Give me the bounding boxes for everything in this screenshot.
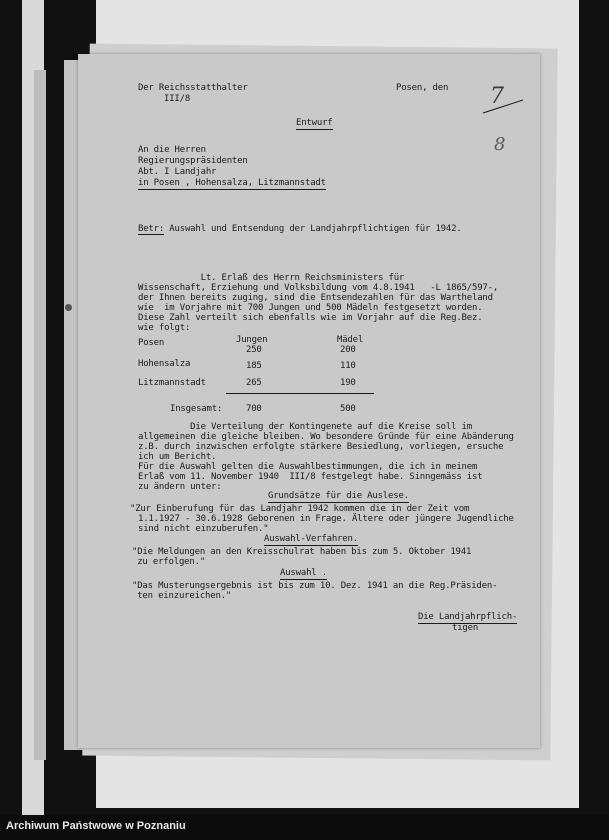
- table-madel: 190: [340, 378, 356, 388]
- address-line: Regierungspräsidenten: [138, 156, 248, 166]
- section-line: zu erfolgen.": [132, 557, 206, 567]
- table-total-jungen: 700: [246, 404, 262, 414]
- archive-credit: Archiwum Państwowe w Poznaniu: [6, 820, 186, 832]
- address-line: in Posen , Hohensalza, Litzmannstadt: [138, 178, 326, 188]
- place-date: Posen, den: [396, 83, 449, 93]
- table-region: Litzmannstadt: [138, 378, 206, 388]
- address-line: An die Herren: [138, 145, 206, 155]
- body-line: Lt. Erlaß des Herrn Reichsministers für: [138, 273, 405, 283]
- body-line: der Ihnen bereits zuging, sind die Entsendezahlen für das Wartheland: [138, 293, 493, 303]
- footer-bar: [0, 815, 609, 840]
- section-line: "Die Meldungen an den Kreisschulrat haben bis zum 5. Oktober 1941: [132, 547, 472, 557]
- body-line: Für die Auswahl gelten die Auswahlbestimmungen, die ich in meinem: [138, 462, 478, 472]
- table-madel: 110: [340, 361, 356, 371]
- section-title-grundsatze: Grundsätze für die Auslese.: [268, 491, 409, 501]
- section-line: "Zur Einberufung für das Landjahr 1942 kommen die in der Zeit vom: [130, 504, 470, 514]
- table-madel: 200: [340, 345, 356, 355]
- document-page: [78, 54, 540, 748]
- subject-label: Betr:: [138, 224, 165, 234]
- table-header-jungen: Jungen: [236, 335, 268, 345]
- body-line: ich um Bericht.: [138, 452, 217, 462]
- draft-marker: Entwurf: [296, 118, 333, 128]
- table-jungen: 185: [246, 361, 262, 371]
- handwritten-number: 8: [494, 134, 506, 155]
- body-line: wie folgt:: [138, 323, 191, 333]
- table-region: Posen: [138, 338, 165, 348]
- table-region: Hohensalza: [138, 359, 191, 369]
- signature-line: Die Landjahrpflich-: [418, 612, 518, 622]
- punch-hole: [65, 304, 72, 311]
- subject-line: [138, 224, 462, 235]
- body-line: Wissenschaft, Erziehung und Volksbildung vom 4.8.1941 -L 1865/597-,: [138, 283, 499, 293]
- body-line: Diese Zahl verteilt sich ebenfalls wie im Vorjahr auf die Reg.Bez.: [138, 313, 483, 323]
- table-total-madel: 500: [340, 404, 356, 414]
- signature-line: tigen: [452, 623, 479, 633]
- body-line: allgemeinen die gleiche bleiben. Wo besondere Gründe für eine Abänderung: [138, 432, 514, 442]
- section-line: 1.1.1927 - 30.6.1928 Geborenen in Frage. Ältere oder jüngere Jugendliche: [138, 514, 514, 524]
- subject-text: Auswahl und Entsendung der Landjahrpflichtigen für 1942.: [164, 224, 462, 234]
- section-line: ten einzureichen.": [132, 591, 232, 601]
- body-line: z.B. durch inzwischen erfolgte stärkere Besiedlung, vorliegen, ersuche: [138, 442, 504, 452]
- table-total-label: Insgesamt:: [170, 404, 223, 414]
- body-line: wie im Vorjahre mit 700 Jungen und 500 Mädeln festgesetzt worden.: [138, 303, 483, 313]
- table-jungen: 265: [246, 378, 262, 388]
- table-sum-rule: [226, 393, 374, 394]
- sender-line: Der Reichsstatthalter: [138, 83, 248, 93]
- table-jungen: 250: [246, 345, 262, 355]
- section-title-verfahren: Auswahl-Verfahren.: [264, 534, 358, 544]
- binding-strip-inner: [34, 70, 46, 760]
- section-line: "Das Musterungsergebnis ist bis zum 10. Dez. 1941 an die Reg.Präsiden-: [132, 581, 498, 591]
- body-line: Die Verteilung der Kontingenete auf die Kreise soll im: [138, 422, 472, 432]
- sender-department: III/8: [164, 94, 191, 104]
- section-title-auswahl: Auswahl .: [280, 568, 327, 578]
- handwritten-number: 7: [490, 84, 504, 109]
- body-line: zu ändern unter:: [138, 482, 222, 492]
- body-line: Erlaß vom 11. November 1940 III/8 festgelegt habe. Sinngemäss ist: [138, 472, 483, 482]
- address-line: Abt. I Landjahr: [138, 167, 217, 177]
- section-line: sind nicht einzuberufen.": [138, 524, 269, 534]
- table-header-madel: Mädel: [337, 335, 364, 345]
